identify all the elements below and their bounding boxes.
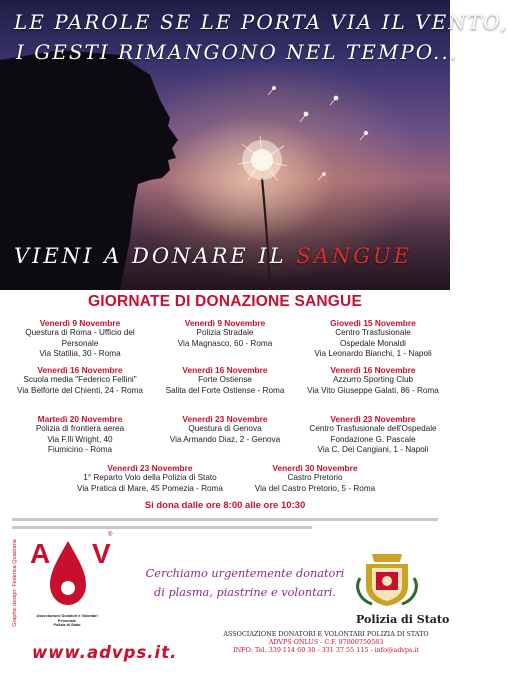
adv-letter-a: A: [30, 538, 51, 569]
adv-name-line-2: Personale: [57, 618, 77, 623]
fine-print-line-1: [12, 518, 438, 521]
event-place: Questura di Roma - Ufficio del Personale: [25, 328, 135, 348]
event-place: Castro Pretorio: [287, 473, 343, 483]
association-name: ASSOCIAZIONE DONATORI E VOLONTARI POLIZIA DI STATO: [223, 630, 429, 638]
police-label: Polizia di Stato: [356, 613, 450, 626]
event-place: Azzurro Sporting Club: [332, 375, 414, 385]
event-date: Venerdì 30 Novembre: [272, 463, 358, 473]
event-address: Via Statilia, 30 - Roma: [39, 349, 121, 359]
event-place: Centro Trasfusionale: [335, 328, 411, 338]
design-credit: Graphic design: Federica Quadrana: [12, 539, 18, 627]
event-6: [302, 365, 444, 396]
hero-photo: [0, 0, 509, 290]
schedule-title: GIORNATE DI DONAZIONE SANGUE: [88, 293, 362, 310]
event-address: Via Armando Diaz, 2 - Genova: [169, 434, 281, 444]
event-4: [10, 365, 150, 396]
event-place: Centro Trasfusionale dell'Ospedale: [309, 424, 437, 434]
event-7: [10, 414, 150, 456]
event-date: Venerdì 16 Novembre: [182, 365, 268, 375]
event-10: [65, 463, 235, 494]
fine-print-line-2: [12, 526, 312, 529]
event-3: [302, 318, 444, 360]
adv-association-name: [28, 614, 106, 628]
event-11: [230, 463, 400, 494]
donor-appeal: [130, 564, 360, 602]
event-city: Fiumicino - Roma: [47, 445, 113, 455]
event-place: Polizia Stradale: [196, 328, 254, 338]
slogan-line-2: I GESTI RIMANGONO NEL TEMPO...: [16, 40, 459, 64]
event-address: Via C. Dei Cangiani, 1 - Napoli: [317, 445, 429, 455]
event-5: [155, 365, 295, 396]
event-date: Venerdì 16 Novembre: [330, 365, 416, 375]
event-place: Questura di Genova: [188, 424, 262, 434]
dandelion-stem: [262, 178, 270, 290]
heart-circle-icon: [61, 581, 75, 595]
event-date: Venerdì 23 Novembre: [330, 414, 416, 424]
event-place: Scuola media "Federico Fellini": [23, 375, 137, 385]
event-9: [302, 414, 444, 456]
event-address: Via del Castro Pretorio, 5 - Roma: [254, 483, 376, 493]
adv-name-line-1: Associazione Donatori e Volontari: [36, 614, 98, 618]
event-place: 1° Reparto Volo della Polizia di Stato: [83, 473, 217, 483]
slogan-line-1: LE PAROLE SE LE PORTA VIA IL VENTO,: [14, 10, 509, 34]
police-emblem-icon: [352, 548, 422, 608]
association-tax-code: ADVPS ONLUS - C.F. 97800750583: [268, 638, 384, 646]
event-address: Via Vito Giuseppe Galati, 86 - Roma: [307, 385, 439, 395]
adv-name-line-3: Polizia di Stato: [53, 623, 81, 628]
dandelion-head: [238, 136, 287, 181]
event-8: [155, 414, 295, 445]
event-place-2: Fondazione G. Pascale: [330, 434, 416, 444]
event-2: [155, 318, 295, 349]
event-address: Salita del Forte Ostiense - Roma: [165, 385, 285, 395]
event-place-2: Ospedale Monaldi: [340, 338, 406, 348]
appeal-line-1: Cerchiamo urgentemente donatori: [145, 567, 345, 580]
event-address: Via Belforte del Chienti, 24 - Roma: [17, 385, 143, 395]
donation-hours: Si dona dalle ore 8:00 alle ore 10:30: [144, 500, 306, 511]
event-date: Venerdì 16 Novembre: [37, 365, 123, 375]
event-date: Venerdì 23 Novembre: [107, 463, 193, 473]
event-address: Via Pratica di Mare, 45 Pomezia - Roma: [77, 483, 223, 493]
cta-prefix: VIENI A DONARE IL: [14, 244, 287, 268]
appeal-line-2: di plasma, piastrine e volontari.: [154, 586, 336, 599]
adv-letter-v: V: [92, 538, 111, 569]
registered-mark: ®: [108, 532, 113, 538]
event-date: Venerdì 23 Novembre: [182, 414, 268, 424]
association-contacts: INFO: Tel. 339 114 60 30 - 331 37 55 115 - info@advps.it: [233, 646, 419, 654]
event-address: Via Magnasco, 60 - Roma: [177, 338, 273, 348]
event-date: Venerdì 9 Novembre: [184, 318, 266, 328]
blood-drop-icon: [50, 541, 86, 605]
adv-logo: [28, 533, 118, 613]
website-link[interactable]: www.advps.it.: [32, 643, 178, 662]
cta-accent: SANGUE: [296, 244, 413, 268]
event-1: [10, 318, 150, 360]
cta-headline: [14, 244, 412, 268]
floating-seeds: [268, 86, 368, 180]
association-info: [206, 630, 446, 654]
event-place: Forte Ostiense: [198, 375, 252, 385]
event-date: Venerdì 9 Novembre: [39, 318, 121, 328]
event-place: Polizia di frontiera aerea: [35, 424, 125, 434]
event-address: Via Leonardo Bianchi, 1 - Napoli: [314, 349, 432, 359]
event-date: Giovedì 15 Novembre: [330, 318, 416, 328]
event-address: Via F.lli Wright, 40: [47, 434, 113, 444]
event-date: Martedì 20 Novembre: [37, 414, 123, 424]
